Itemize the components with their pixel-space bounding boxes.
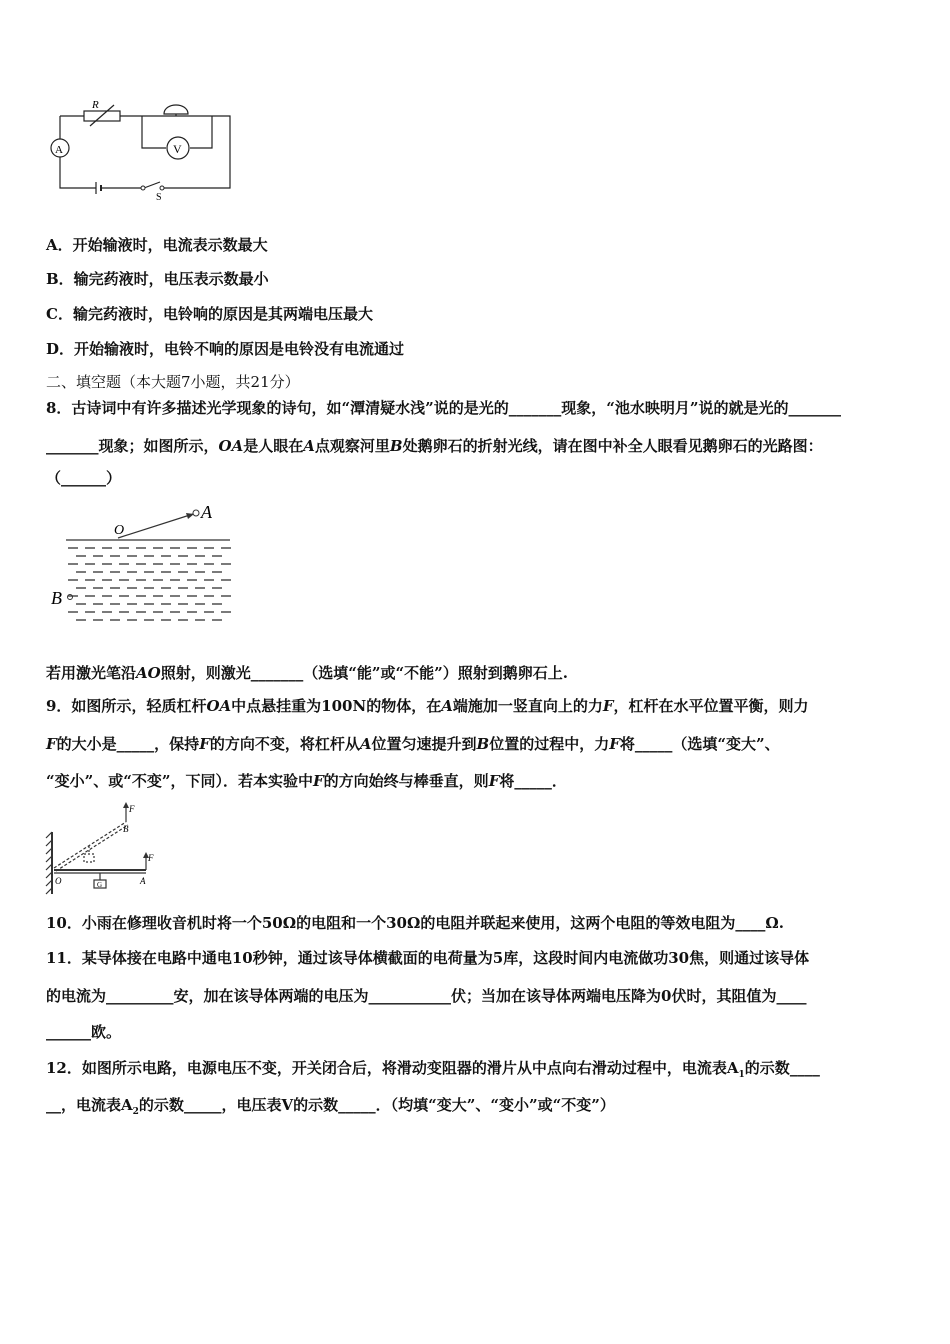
answer-blank[interactable]: _______ [508,399,562,417]
fig9-label-g: G [97,881,103,889]
fig7-label-r: R [92,99,99,111]
eye-point-icon [193,510,199,516]
fig9-label-f-right: F [148,853,154,863]
q11-line-2: 的电流为_________安，加在该导体两端的电压为___________伏；当加在该导体两端电压降为0伏时，其阻值为____ [46,987,807,1005]
answer-blank[interactable]: ____ [776,987,807,1005]
answer-blank[interactable]: ____ [789,1059,820,1077]
answer-blank[interactable]: _______ [250,664,304,682]
answer-blank[interactable]: ______ [46,1023,91,1041]
answer-blank[interactable]: _____ [634,735,673,753]
q9-line-2: F的大小是_____，保持F的方向不变，将杠杆从A位置匀速提升到B位置的过程中，力F将_____（选填“变大”、 [46,735,780,753]
q7-option-d: D．开始输液时，电铃不响的原因是电铃没有电流通过 [46,340,405,358]
fig9-label-o: O [55,876,62,886]
answer-blank[interactable]: _____ [183,1096,222,1114]
q7-option-b: B．输完药液时，电压表示数最小 [46,270,269,288]
fig8-label-a: A [201,502,212,522]
fig9-label-a: A [140,876,146,886]
q12-line-2: __，电流表$A_2$的示数_____，电压表V的示数_____．（均填“变大”、“变小”或“不变”） [46,1096,615,1117]
q9-line-3: “变小”、或“不变”，下同）．若本实验中F的方向始终与棒垂直，则F将_____． [46,772,567,790]
pebble-point-icon [68,595,73,600]
answer-blank[interactable]: ___________ [368,987,452,1005]
q7-option-a: A．开始输液时，电流表示数最大 [46,236,268,254]
q8-line-1: 8．古诗词中有许多描述光学现象的诗句，如“潭清疑水浅”说的是光的_______现象，“池水映明月”说的就是光的_______ [46,399,841,417]
q8-refraction-figure [48,498,238,633]
answer-blank[interactable]: _________ [106,987,174,1005]
fig8-label-b: B [51,588,62,608]
fig9-label-f-top: F [129,804,135,814]
answer-blank[interactable]: _____ [514,772,552,790]
fig7-label-s: S [156,192,162,203]
q10-line: 10．小雨在修理收音机时将一个50Ω的电阻和一个30Ω的电阻并联起来使用，这两个电阻的等效电阻为____Ω. [46,914,784,932]
fig7-label-v: V [173,142,182,156]
q11-line-3: ______欧。 [46,1023,122,1041]
q7-option-c: C．输完药液时，电铃响的原因是其两端电压最大 [46,305,373,323]
q12-line-1: 12．如图所示电路，电源电压不变，开关闭合后，将滑动变阻器的滑片从中点向右滑动过程中，电流表$A_1$的示数____ [46,1059,820,1080]
fig9-label-b: B [123,824,129,834]
section-heading-fill-in: 二、填空题（本大题7小题，共21分） [46,373,300,391]
fig7-label-a: A [55,144,63,156]
fig8-label-o: O [114,523,125,538]
answer-blank[interactable]: _______ [788,399,841,417]
q8-line-4: 若用激光笔沿AO照射，则激光_______（选填“能”或“不能”）照射到鹅卵石上. [46,664,568,682]
q7-circuit-figure [44,96,244,203]
answer-blank[interactable]: _____ [116,735,155,753]
answer-blank[interactable]: _____ [338,1096,376,1114]
answer-blank[interactable]: _______ [46,437,99,455]
q9-lever-figure [40,802,170,897]
q8-line-2: _______现象；如图所示，OA是人眼在A点观察河里B处鹅卵石的折射光线，请在图中补全人眼看见鹅卵石的光路图： [46,437,823,455]
q11-line-1: 11．某导体接在电路中通电10秒钟，通过该导体横截面的电荷量为5库，这段时间内电流做功30焦，则通过该导体 [46,949,810,967]
answer-blank[interactable]: __ [46,1096,61,1114]
answer-blank[interactable]: ____ [735,914,766,932]
q8-answer-box[interactable]: （______） [46,469,122,487]
q9-line-1: 9．如图所示，轻质杠杆OA中点悬挂重为100N的物体，在A端施加一竖直向上的力F，杠杆在水平位置平衡，则力 [46,697,809,715]
